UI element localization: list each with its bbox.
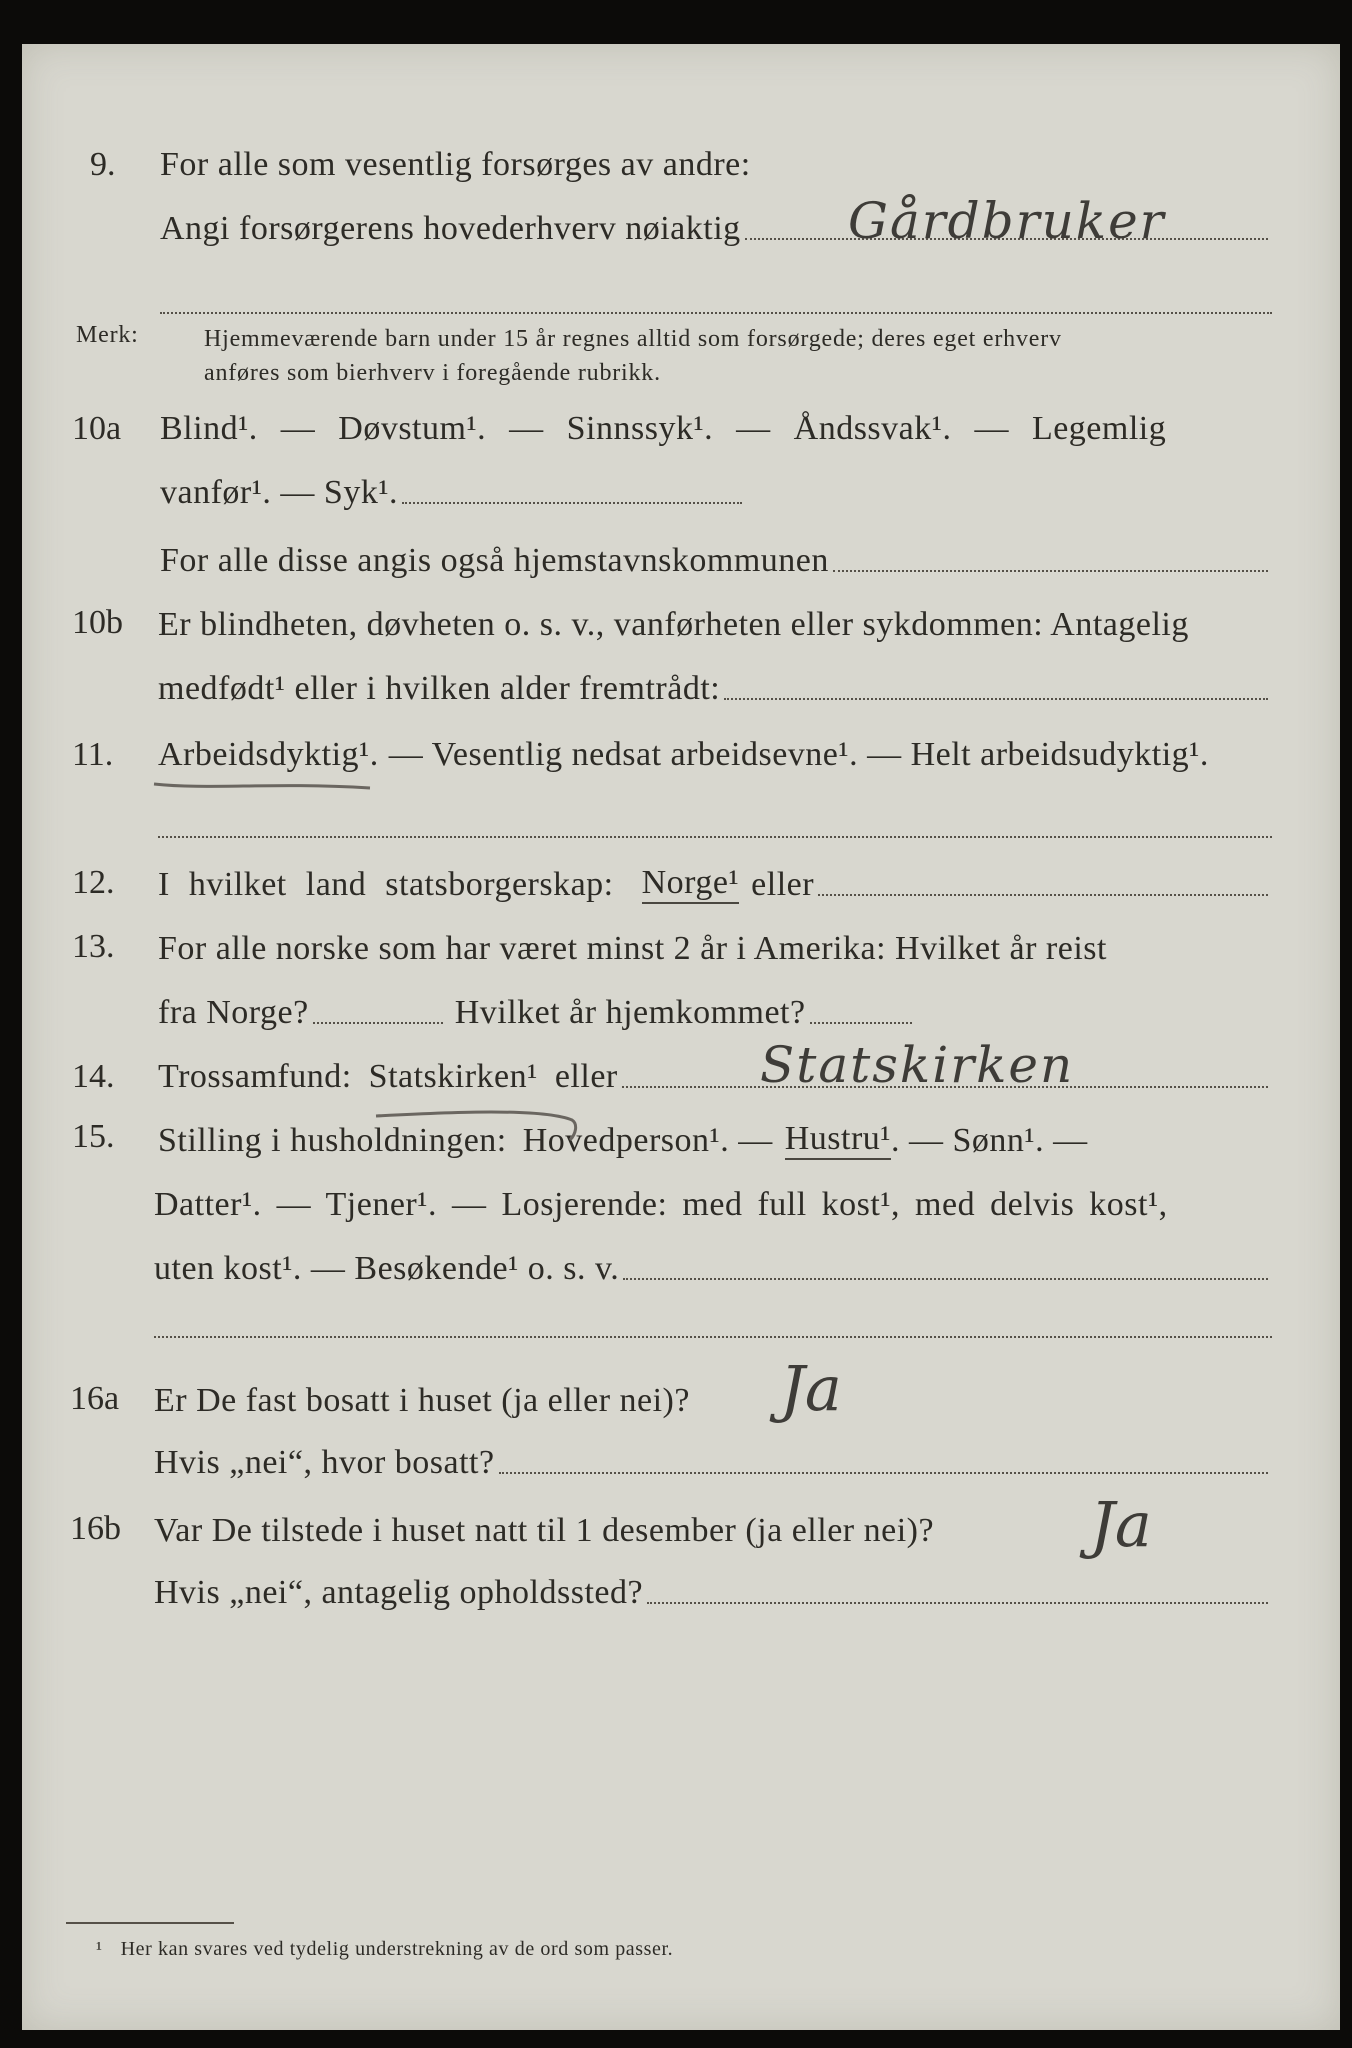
q12-norge: Norge¹ — [642, 864, 740, 904]
merk-line2 — [204, 360, 661, 387]
q10b-line2 — [158, 670, 1272, 708]
q15-text3: uten kost¹. — Besøkende¹ o. s. v. — [154, 1250, 620, 1287]
q11-line1 — [158, 736, 1209, 774]
q16b-line2 — [154, 1574, 1272, 1612]
q15-stilling: Stilling i husholdningen: — [158, 1122, 507, 1159]
q9-handwritten-answer: Gårdbruker — [848, 192, 1166, 250]
q10a-municipality-line — [833, 570, 1268, 572]
q10b-text2: medfødt¹ eller i hvilken alder fremtrådt: — [158, 670, 721, 707]
q11-arbeidsdyktig: Arbeidsdyktig¹. — [158, 736, 379, 773]
q16b-number: 16b — [70, 1510, 121, 1547]
q15-line2 — [154, 1186, 1168, 1224]
q16a-line1 — [154, 1382, 690, 1420]
q15-number: 15. — [72, 1118, 115, 1155]
q15-sonn: . — Sønn¹. — — [890, 1122, 1088, 1159]
q16b-text1: Var De tilstede i huset natt til 1 desember (ja eller nei)? — [154, 1512, 935, 1549]
footnote-separator — [66, 1922, 234, 1924]
q10a-line3 — [160, 542, 1272, 580]
q9-text1: For alle som vesentlig forsørges av andre: — [160, 146, 751, 183]
q10b-line1 — [158, 606, 1189, 644]
q13-text1: For alle norske som har været minst 2 år i Amerika: Hvilket år reist — [158, 930, 1107, 967]
q13-line2 — [158, 994, 916, 1032]
q16a-line2 — [154, 1444, 1272, 1482]
q10a-text3: For alle disse angis også hjemstavnskommunen — [160, 542, 829, 579]
merk-text1: Hjemmeværende barn under 15 år regnes alltid som forsørgede; deres eget erhverv — [204, 326, 1062, 352]
q16b-handwritten-answer: Ja — [1090, 1488, 1152, 1561]
merk-line1 — [204, 326, 1062, 353]
q12-text: I hvilket land statsborgerskap: — [158, 866, 614, 903]
q16a-text1: Er De fast bosatt i huset (ja eller nei)? — [154, 1382, 690, 1419]
q9-extra-line — [160, 312, 1272, 314]
q13-reist-label: fra Norge? — [158, 994, 309, 1031]
q14-line — [158, 1058, 1272, 1096]
footnote-text: Her kan svares ved tydelig understrekning av de ord som passer. — [120, 1938, 674, 1960]
q16b-text2: Hvis „nei“, antagelig opholdssted? — [154, 1574, 644, 1611]
q16a-answer-line — [499, 1472, 1268, 1474]
q16b-answer-line — [647, 1602, 1268, 1604]
q15-bracket-mark — [372, 1106, 592, 1146]
footnote — [96, 1938, 673, 1961]
q15-hustru: Hustru¹ — [785, 1120, 891, 1160]
q15-line1 — [158, 1120, 1088, 1160]
q12-line — [158, 864, 1272, 904]
q16a-number: 16a — [70, 1380, 120, 1417]
q14-text: Trossamfund: Statskirken¹ eller — [158, 1058, 618, 1095]
q10a-line2 — [160, 474, 746, 512]
q12-answer-line — [818, 894, 1268, 896]
q15-text2: Datter¹. — Tjener¹. — Losjerende: med full kost¹, med delvis kost¹, — [154, 1186, 1168, 1223]
q16b-line1 — [154, 1512, 934, 1550]
q11-extra-line — [158, 836, 1272, 838]
q12-number: 12. — [72, 864, 115, 901]
q15-line3 — [154, 1250, 1272, 1288]
q11-number: 11. — [72, 736, 114, 773]
q9-number: 9. — [90, 146, 116, 183]
q10a-line1 — [160, 410, 1166, 448]
merk-label — [76, 322, 139, 349]
q10a-text2: vanfør¹. — Syk¹. — [160, 474, 399, 511]
q14-handwritten-answer: Statskirken — [760, 1036, 1075, 1094]
q13-hjemkommet-line — [810, 1022, 912, 1024]
q9-line1 — [160, 146, 751, 184]
q16a-text2: Hvis „nei“, hvor bosatt? — [154, 1444, 495, 1481]
q15-hovedperson: Hovedperson¹. — — [522, 1122, 773, 1159]
footnote-marker: ¹ — [96, 1938, 103, 1960]
q14-number: 14. — [72, 1058, 115, 1095]
q13-number: 13. — [72, 928, 115, 965]
q11-underline-mark — [150, 770, 380, 800]
q10b-text1: Er blindheten, døvheten o. s. v., vanførheten eller sykdommen: Antagelig — [158, 606, 1189, 643]
q15-extra-line — [154, 1336, 1272, 1338]
q10a-number: 10a — [72, 410, 122, 447]
q10b-number: 10b — [72, 604, 123, 641]
merk-label-text: Merk: — [76, 322, 139, 348]
q13-reist-line — [313, 1022, 443, 1024]
q10a-answer-line — [402, 502, 742, 504]
q10b-answer-line — [724, 698, 1268, 700]
merk-text2: anføres som bierhverv i foregående rubrikk. — [204, 360, 661, 386]
q9-text2: Angi forsørgerens hovederhverv nøiaktig — [160, 210, 741, 247]
q10a-text1: Blind¹. — Døvstum¹. — Sinnssyk¹. — Åndssvak¹. — Legemlig — [160, 410, 1167, 447]
q16a-handwritten-answer: Ja — [780, 1352, 842, 1425]
q13-hjemkommet-label: Hvilket år hjemkommet? — [454, 994, 806, 1031]
q12-eller: eller — [751, 866, 815, 903]
q15-answer-line — [623, 1278, 1268, 1280]
q11-text2: — Vesentlig nedsat arbeidsevne¹. — Helt arbeidsudyktig¹. — [388, 736, 1209, 773]
q13-line1 — [158, 930, 1107, 968]
